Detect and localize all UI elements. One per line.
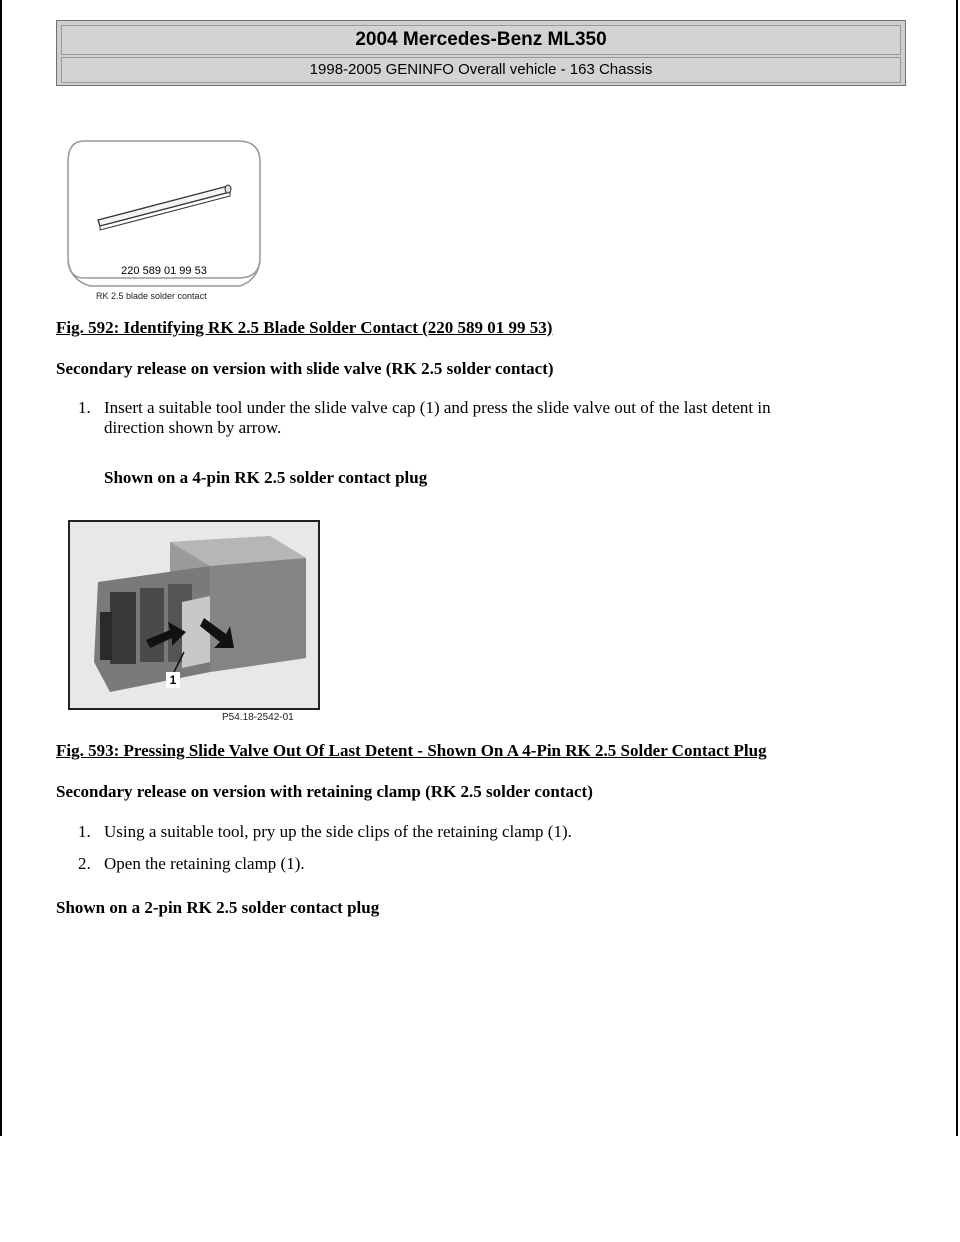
part-number-label: 220 589 01 99 53 — [121, 265, 207, 277]
header-title: 2004 Mercedes-Benz ML350 — [61, 25, 901, 55]
section2-step1-number: 1. — [78, 822, 91, 841]
header-subtitle: 1998-2005 GENINFO Overall vehicle - 163 Chassis — [61, 57, 901, 83]
section2-step2-text: Open the retaining clamp (1). — [104, 854, 305, 873]
figure2-image-caption: P54.18-2542-01 — [222, 712, 294, 723]
slide-valve-photo — [68, 520, 320, 710]
section2-step2-number: 2. — [78, 854, 91, 873]
section1-note: Shown on a 4-pin RK 2.5 solder contact plug — [104, 468, 428, 487]
page-border-right — [956, 0, 958, 1136]
blade-solder-contact-illustration — [62, 140, 262, 306]
section2-step1-text: Using a suitable tool, pry up the side clips of the retaining clamp (1). — [104, 822, 572, 841]
section2-heading: Secondary release on version with retaining clamp (RK 2.5 solder contact) — [56, 782, 593, 801]
section1-step1-text-line2: direction shown by arrow. — [104, 418, 282, 437]
callout-number: 1 — [169, 673, 177, 687]
section1-step1-text-line1: Insert a suitable tool under the slide valve cap (1) and press the slide valve out of the last detent in — [104, 398, 771, 417]
document-header — [56, 20, 906, 86]
page-border-left — [0, 0, 2, 1136]
section1-heading: Secondary release on version with slide valve (RK 2.5 solder contact) — [56, 359, 554, 378]
figure2-caption: Fig. 593: Pressing Slide Valve Out Of Last Detent - Shown On A 4-Pin RK 2.5 Solder Contact Plug — [56, 741, 767, 760]
figure1-caption: Fig. 592: Identifying RK 2.5 Blade Solder Contact (220 589 01 99 53) — [56, 318, 553, 337]
section2-note: Shown on a 2-pin RK 2.5 solder contact plug — [56, 898, 380, 917]
section1-step1-number: 1. — [78, 398, 91, 417]
figure1-image-caption: RK 2.5 blade solder contact — [96, 291, 207, 301]
